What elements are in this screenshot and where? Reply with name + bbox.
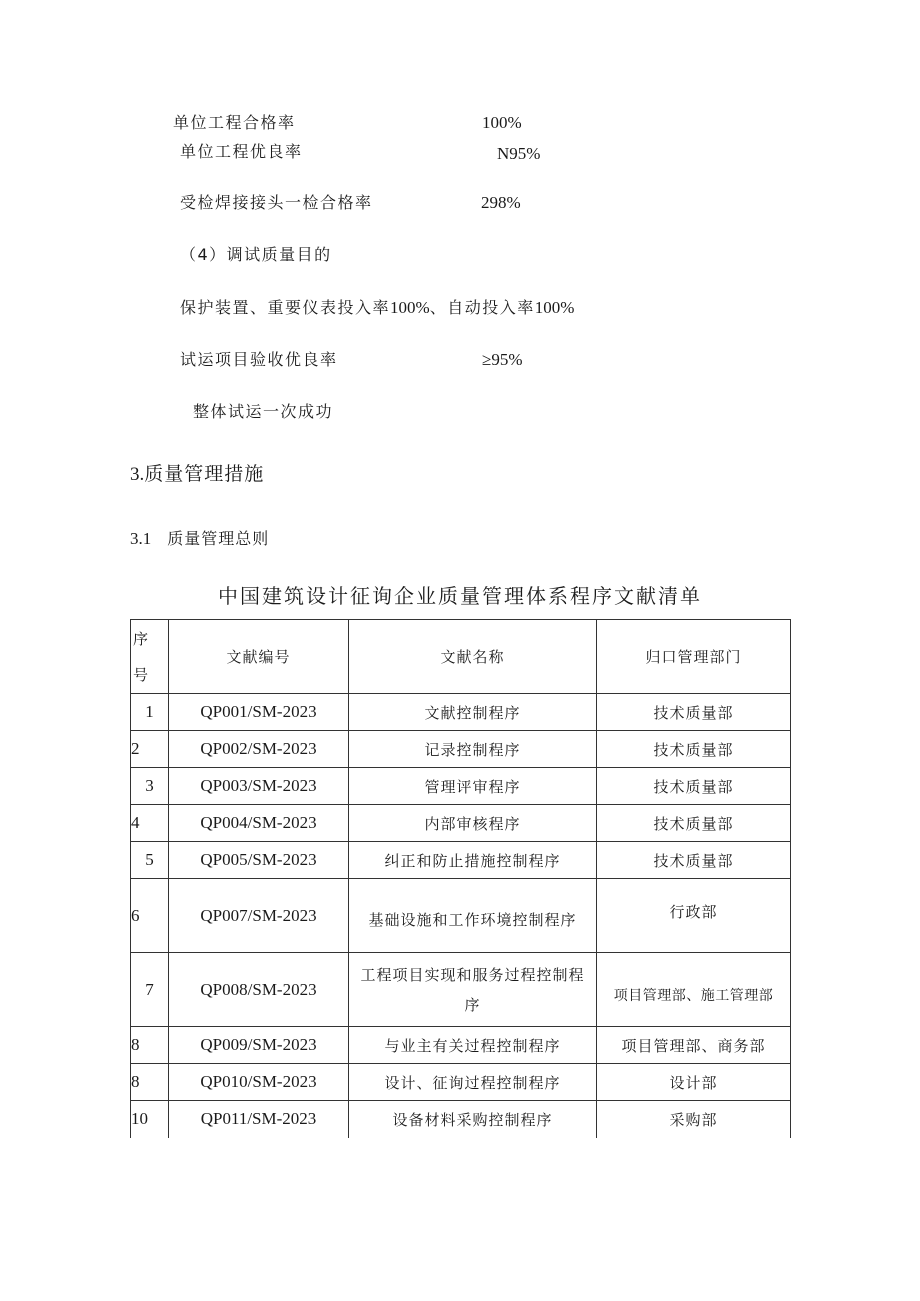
- section-number: 3.: [130, 464, 145, 485]
- row-code: QP004/SM-2023: [169, 805, 349, 842]
- row-name: 基础设施和工作环境控制程序: [349, 879, 597, 953]
- target-value: N95%: [497, 144, 541, 163]
- row-dept: 技术质量部: [597, 768, 791, 805]
- trial-run-value: ≥95%: [482, 350, 523, 369]
- row-code: QP010/SM-2023: [169, 1064, 349, 1101]
- table-title: 中国建筑设计征询企业质量管理体系程序文献清单: [218, 584, 702, 608]
- header-name: 文献名称: [349, 620, 597, 694]
- table-row: [131, 768, 791, 805]
- row-no: 8: [131, 1027, 169, 1064]
- table-row: [131, 953, 791, 1027]
- subsection-number: 3.1: [130, 529, 152, 548]
- row-name: 文献控制程序: [349, 694, 597, 731]
- row-code: QP002/SM-2023: [169, 731, 349, 768]
- row-dept: 项目管理部、施工管理部: [597, 953, 791, 1027]
- row-code: QP001/SM-2023: [169, 694, 349, 731]
- target-label: 受检焊接接头一检合格率: [180, 193, 373, 212]
- row-code: QP008/SM-2023: [169, 953, 349, 1027]
- row-no: 3: [131, 768, 169, 805]
- row-no: 2: [131, 731, 169, 768]
- row-name: 纠正和防止措施控制程序: [349, 842, 597, 879]
- protection-line: [180, 298, 574, 318]
- commissioning-heading: （4）调试质量目的: [180, 245, 332, 264]
- table-header-row: [131, 620, 791, 694]
- header-no: 序号: [131, 620, 169, 694]
- row-dept: 行政部: [597, 879, 791, 953]
- row-no: 4: [131, 805, 169, 842]
- row-dept: 技术质量部: [597, 842, 791, 879]
- section-title: 质量管理措施: [144, 463, 265, 485]
- document-list-table: [130, 619, 791, 1138]
- row-code: QP003/SM-2023: [169, 768, 349, 805]
- table-row: [131, 1064, 791, 1101]
- row-name: 与业主有关过程控制程序: [349, 1027, 597, 1064]
- section-heading: [130, 464, 264, 485]
- row-name-text: 工程项目实现和服务过程控制程序: [360, 965, 585, 1014]
- header-dept: 归口管理部门: [597, 620, 791, 694]
- row-name: 记录控制程序: [349, 731, 597, 768]
- row-no: 6: [131, 879, 169, 953]
- row-name: 管理评审程序: [349, 768, 597, 805]
- row-code: QP011/SM-2023: [169, 1101, 349, 1138]
- row-code: QP007/SM-2023: [169, 879, 349, 953]
- row-no: 5: [131, 842, 169, 879]
- protection-value-a: 100%: [390, 298, 430, 317]
- trial-run-label: 试运项目验收优良率: [180, 350, 338, 369]
- row-dept: 技术质量部: [597, 805, 791, 842]
- table-row: [131, 879, 791, 953]
- row-dept: 设计部: [597, 1064, 791, 1101]
- subsection-heading: [130, 529, 269, 549]
- target-label: 单位工程合格率: [173, 113, 296, 132]
- table-row: [131, 731, 791, 768]
- row-dept: 技术质量部: [597, 694, 791, 731]
- target-value: 298%: [481, 193, 521, 212]
- row-dept: 项目管理部、商务部: [597, 1027, 791, 1064]
- subsection-title: 质量管理总则: [167, 529, 270, 548]
- row-no: 7: [131, 953, 169, 1027]
- overall-trial-run: 整体试运一次成功: [193, 402, 334, 421]
- table-row: [131, 1027, 791, 1064]
- row-name: 内部审核程序: [349, 805, 597, 842]
- protection-label-a: 保护装置、重要仪表投入率: [180, 298, 391, 317]
- row-name: 设备材料采购控制程序: [349, 1101, 597, 1138]
- row-name: 设计、征询过程控制程序: [349, 1064, 597, 1101]
- protection-label-b: 、自动投入率: [429, 298, 535, 317]
- header-code: 文献编号: [169, 620, 349, 694]
- table-row: [131, 1101, 791, 1138]
- row-no: 10: [131, 1101, 169, 1138]
- row-no: 1: [131, 694, 169, 731]
- row-name: [349, 953, 597, 1027]
- row-no: 8: [131, 1064, 169, 1101]
- protection-value-b: 100%: [534, 298, 575, 317]
- row-code: QP009/SM-2023: [169, 1027, 349, 1064]
- row-dept: 技术质量部: [597, 731, 791, 768]
- target-value: 100%: [482, 113, 522, 132]
- row-dept: 采购部: [597, 1101, 791, 1138]
- row-code: QP005/SM-2023: [169, 842, 349, 879]
- table-row: [131, 842, 791, 879]
- target-label: 单位工程优良率: [180, 142, 303, 161]
- table-row: [131, 805, 791, 842]
- table-row: [131, 694, 791, 731]
